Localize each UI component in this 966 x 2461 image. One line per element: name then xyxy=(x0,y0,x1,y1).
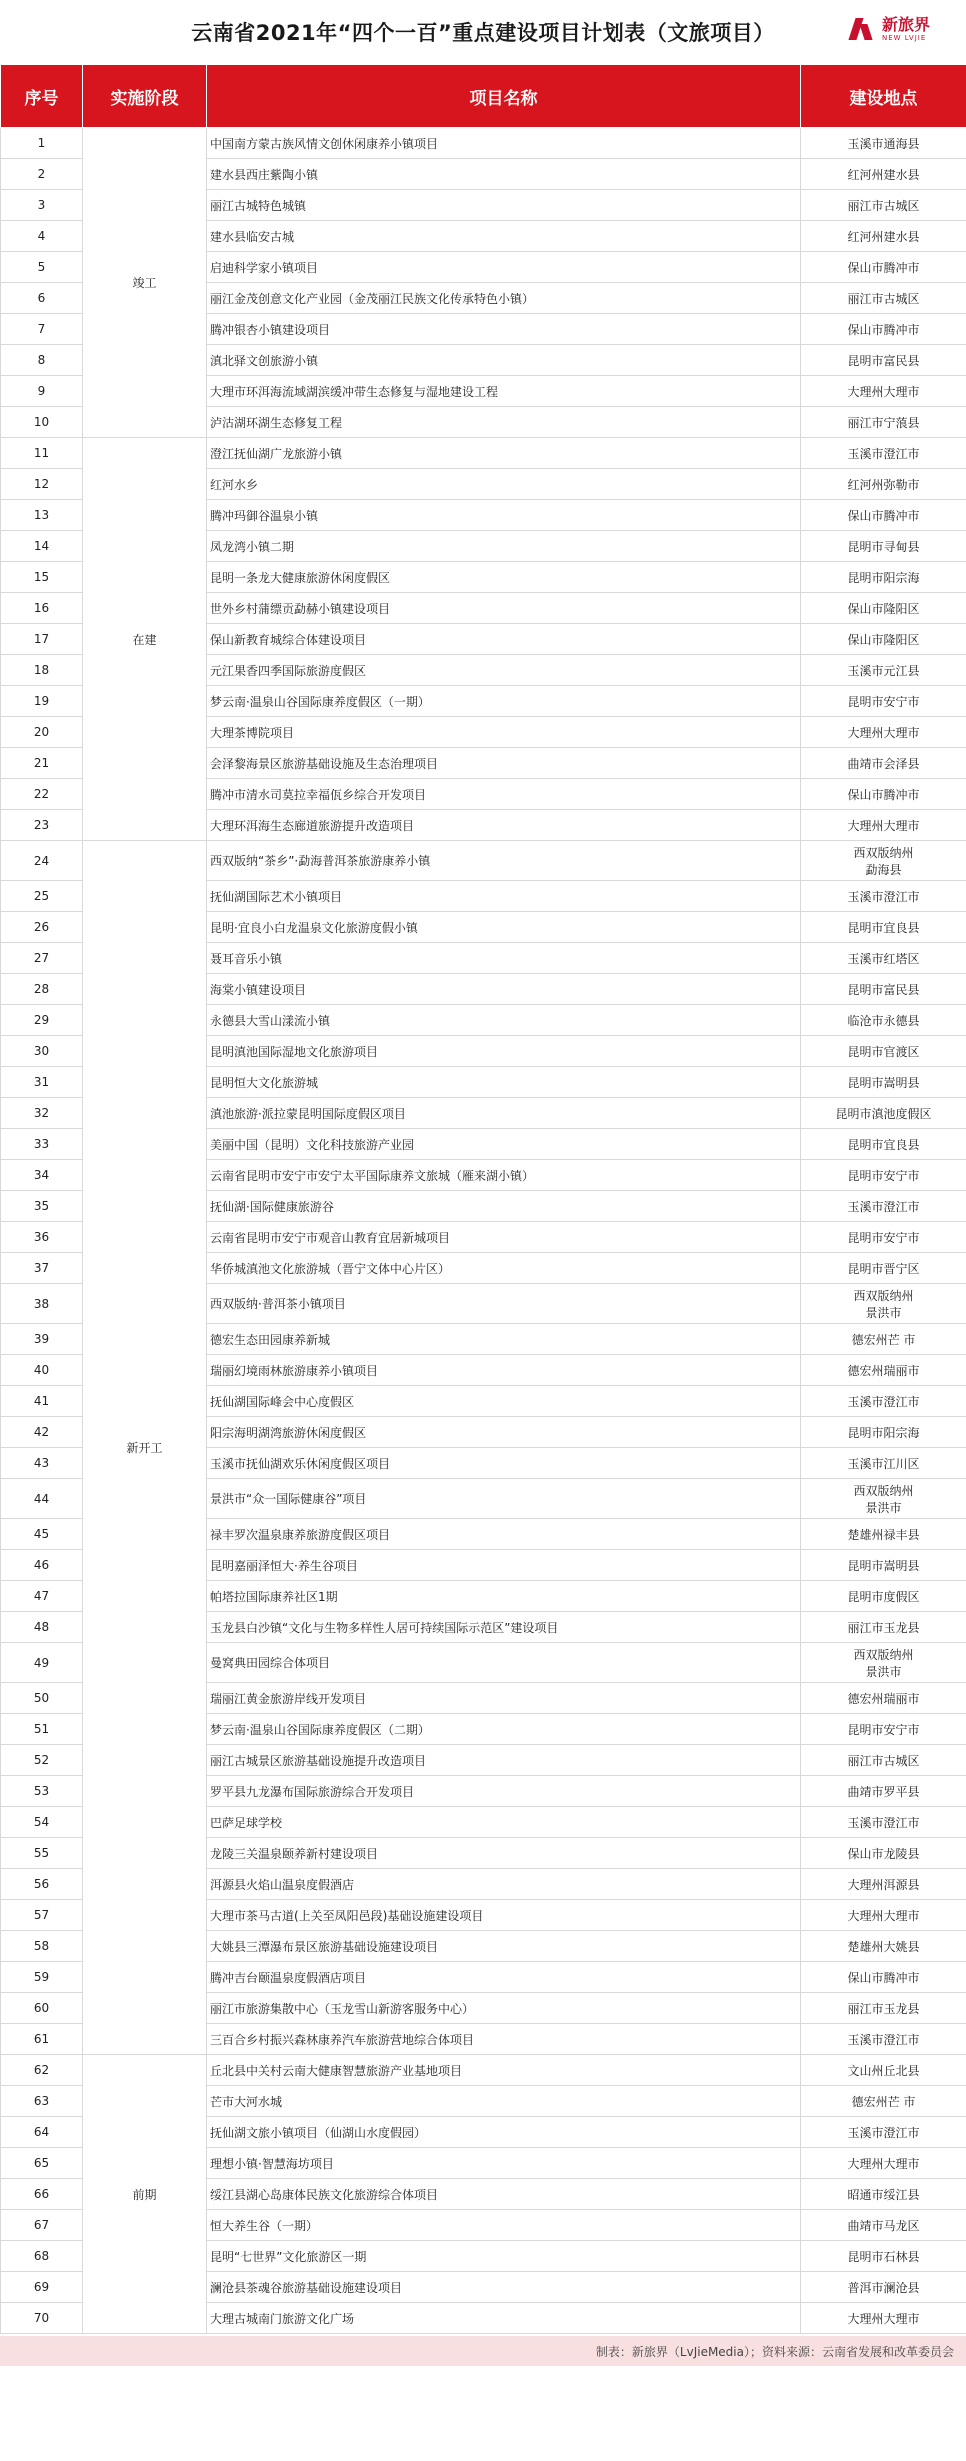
row-project-name: 西双版纳“茶乡”·勐海普洱茶旅游康养小镇 xyxy=(207,841,801,881)
row-project-name: 恒大养生谷（一期） xyxy=(207,2210,801,2241)
table-row xyxy=(1,2055,966,2086)
row-project-name: 会泽黎海景区旅游基础设施及生态治理项目 xyxy=(207,748,801,779)
row-project-name: 世外乡村蒲缥贡勐赫小镇建设项目 xyxy=(207,593,801,624)
row-seq: 45 xyxy=(1,1519,83,1550)
row-seq: 22 xyxy=(1,779,83,810)
row-project-name: 阳宗海明湖湾旅游休闲度假区 xyxy=(207,1417,801,1448)
row-location: 大理州大理市 xyxy=(801,2303,966,2334)
row-seq: 30 xyxy=(1,1036,83,1067)
row-location: 昆明市官渡区 xyxy=(801,1036,966,1067)
row-project-name: 巴萨足球学校 xyxy=(207,1807,801,1838)
row-seq: 62 xyxy=(1,2055,83,2086)
row-project-name: 保山新教育城综合体建设项目 xyxy=(207,624,801,655)
row-project-name: 三百合乡村振兴森林康养汽车旅游营地综合体项目 xyxy=(207,2024,801,2055)
row-project-name: 滇池旅游·派拉蒙昆明国际度假区项目 xyxy=(207,1098,801,1129)
row-project-name: 瑞丽幻境雨林旅游康养小镇项目 xyxy=(207,1355,801,1386)
row-seq: 54 xyxy=(1,1807,83,1838)
row-seq: 69 xyxy=(1,2272,83,2303)
row-location: 昆明市宜良县 xyxy=(801,1129,966,1160)
row-seq: 50 xyxy=(1,1683,83,1714)
row-location: 保山市腾冲市 xyxy=(801,314,966,345)
row-project-name: 曼窝典田园综合体项目 xyxy=(207,1643,801,1683)
row-location: 玉溪市澄江市 xyxy=(801,881,966,912)
header-name: 项目名称 xyxy=(207,65,801,128)
row-location: 保山市隆阳区 xyxy=(801,593,966,624)
row-location: 德宏州瑞丽市 xyxy=(801,1355,966,1386)
row-project-name: 禄丰罗次温泉康养旅游度假区项目 xyxy=(207,1519,801,1550)
row-seq: 44 xyxy=(1,1479,83,1519)
row-seq: 9 xyxy=(1,376,83,407)
row-seq: 57 xyxy=(1,1900,83,1931)
row-location: 西双版纳州 景洪市 xyxy=(801,1284,966,1324)
stage-cell: 前期 xyxy=(83,2055,207,2334)
title-bar xyxy=(0,0,966,64)
row-seq: 65 xyxy=(1,2148,83,2179)
logo-subtitle: NEW LVJIE xyxy=(881,33,927,42)
stage-cell: 竣工 xyxy=(83,128,207,438)
row-project-name: 红河水乡 xyxy=(207,469,801,500)
row-location: 保山市腾冲市 xyxy=(801,779,966,810)
row-project-name: 抚仙湖国际艺术小镇项目 xyxy=(207,881,801,912)
row-project-name: 抚仙湖·国际健康旅游谷 xyxy=(207,1191,801,1222)
row-project-name: 建水县临安古城 xyxy=(207,221,801,252)
row-seq: 14 xyxy=(1,531,83,562)
row-seq: 52 xyxy=(1,1745,83,1776)
row-project-name: 抚仙湖文旅小镇项目（仙湖山水度假园） xyxy=(207,2117,801,2148)
row-project-name: 华侨城滇池文化旅游城（晋宁文体中心片区） xyxy=(207,1253,801,1284)
row-project-name: 帕塔拉国际康养社区1期 xyxy=(207,1581,801,1612)
row-seq: 18 xyxy=(1,655,83,686)
table-row xyxy=(1,438,966,469)
row-location: 红河州建水县 xyxy=(801,221,966,252)
row-project-name: 玉龙县白沙镇“文化与生物多样性人居可持续国际示范区”建设项目 xyxy=(207,1612,801,1643)
row-project-name: 腾冲玛御谷温泉小镇 xyxy=(207,500,801,531)
row-seq: 49 xyxy=(1,1643,83,1683)
row-project-name: 澄江抚仙湖广龙旅游小镇 xyxy=(207,438,801,469)
row-location: 保山市腾冲市 xyxy=(801,252,966,283)
row-seq: 66 xyxy=(1,2179,83,2210)
row-project-name: 理想小镇·智慧海坊项目 xyxy=(207,2148,801,2179)
row-project-name: 启迪科学家小镇项目 xyxy=(207,252,801,283)
row-project-name: 滇北驿文创旅游小镇 xyxy=(207,345,801,376)
row-project-name: 泸沽湖环湖生态修复工程 xyxy=(207,407,801,438)
row-project-name: 丽江市旅游集散中心（玉龙雪山新游客服务中心） xyxy=(207,1993,801,2024)
table-header-row xyxy=(1,65,966,128)
row-location: 昆明市嵩明县 xyxy=(801,1550,966,1581)
row-seq: 16 xyxy=(1,593,83,624)
row-seq: 27 xyxy=(1,943,83,974)
row-project-name: 丽江金茂创意文化产业园（金茂丽江民族文化传承特色小镇） xyxy=(207,283,801,314)
row-seq: 11 xyxy=(1,438,83,469)
row-location: 大理州洱源县 xyxy=(801,1869,966,1900)
row-location: 昆明市度假区 xyxy=(801,1581,966,1612)
header-location: 建设地点 xyxy=(801,65,966,128)
page-title: 云南省2021年“四个一百”重点建设项目计划表（文旅项目） xyxy=(191,21,775,45)
row-seq: 28 xyxy=(1,974,83,1005)
row-seq: 4 xyxy=(1,221,83,252)
row-seq: 61 xyxy=(1,2024,83,2055)
row-location: 玉溪市澄江市 xyxy=(801,1191,966,1222)
row-project-name: 昆明“七世界”文化旅游区一期 xyxy=(207,2241,801,2272)
row-seq: 7 xyxy=(1,314,83,345)
row-seq: 10 xyxy=(1,407,83,438)
row-project-name: 绥江县湖心岛康体民族文化旅游综合体项目 xyxy=(207,2179,801,2210)
row-seq: 58 xyxy=(1,1931,83,1962)
row-location: 玉溪市红塔区 xyxy=(801,943,966,974)
row-seq: 60 xyxy=(1,1993,83,2024)
row-seq: 51 xyxy=(1,1714,83,1745)
row-project-name: 丽江古城特色城镇 xyxy=(207,190,801,221)
table-row xyxy=(1,128,966,159)
row-seq: 42 xyxy=(1,1417,83,1448)
row-location: 玉溪市江川区 xyxy=(801,1448,966,1479)
row-seq: 13 xyxy=(1,500,83,531)
row-location: 昆明市晋宁区 xyxy=(801,1253,966,1284)
row-seq: 21 xyxy=(1,748,83,779)
row-project-name: 云南省昆明市安宁市观音山教育宜居新城项目 xyxy=(207,1222,801,1253)
row-project-name: 抚仙湖国际峰会中心度假区 xyxy=(207,1386,801,1417)
row-location: 玉溪市澄江市 xyxy=(801,1386,966,1417)
row-project-name: 云南省昆明市安宁市安宁太平国际康养文旅城（雁来湖小镇） xyxy=(207,1160,801,1191)
row-seq: 35 xyxy=(1,1191,83,1222)
row-location: 德宏州芒 市 xyxy=(801,2086,966,2117)
row-location: 保山市龙陵县 xyxy=(801,1838,966,1869)
logo-mark-icon xyxy=(850,16,876,42)
row-seq: 47 xyxy=(1,1581,83,1612)
row-seq: 2 xyxy=(1,159,83,190)
row-location: 丽江市古城区 xyxy=(801,190,966,221)
row-location: 昆明市安宁市 xyxy=(801,1714,966,1745)
row-location: 昆明市嵩明县 xyxy=(801,1067,966,1098)
row-location: 玉溪市澄江市 xyxy=(801,438,966,469)
row-location: 昭通市绥江县 xyxy=(801,2179,966,2210)
row-seq: 32 xyxy=(1,1098,83,1129)
row-seq: 70 xyxy=(1,2303,83,2334)
row-seq: 17 xyxy=(1,624,83,655)
row-seq: 64 xyxy=(1,2117,83,2148)
row-project-name: 景洪市“众一国际健康谷”项目 xyxy=(207,1479,801,1519)
row-seq: 36 xyxy=(1,1222,83,1253)
row-location: 丽江市宁蒗县 xyxy=(801,407,966,438)
row-project-name: 洱源县火焰山温泉度假酒店 xyxy=(207,1869,801,1900)
row-seq: 68 xyxy=(1,2241,83,2272)
row-location: 昆明市宜良县 xyxy=(801,912,966,943)
row-location: 昆明市富民县 xyxy=(801,345,966,376)
row-project-name: 永德县大雪山漾流小镇 xyxy=(207,1005,801,1036)
row-project-name: 德宏生态田园康养新城 xyxy=(207,1324,801,1355)
row-seq: 20 xyxy=(1,717,83,748)
row-location: 昆明市寻甸县 xyxy=(801,531,966,562)
row-project-name: 元江果香四季国际旅游度假区 xyxy=(207,655,801,686)
row-location: 昆明市安宁市 xyxy=(801,686,966,717)
row-project-name: 大理市茶马古道(上关至凤阳邑段)基础设施建设项目 xyxy=(207,1900,801,1931)
row-location: 保山市腾冲市 xyxy=(801,500,966,531)
row-project-name: 昆明一条龙大健康旅游休闲度假区 xyxy=(207,562,801,593)
row-location: 丽江市玉龙县 xyxy=(801,1993,966,2024)
row-location: 保山市腾冲市 xyxy=(801,1962,966,1993)
row-project-name: 海棠小镇建设项目 xyxy=(207,974,801,1005)
logo-name: 新旅界 xyxy=(881,14,930,34)
footer-note: 制表：新旅界（LvJieMedia）；资料来源：云南省发展和改革委员会 xyxy=(0,2336,966,2366)
row-location: 楚雄州大姚县 xyxy=(801,1931,966,1962)
row-location: 大理州大理市 xyxy=(801,376,966,407)
row-seq: 25 xyxy=(1,881,83,912)
row-location: 曲靖市罗平县 xyxy=(801,1776,966,1807)
row-project-name: 美丽中国（昆明）文化科技旅游产业园 xyxy=(207,1129,801,1160)
row-location: 玉溪市澄江市 xyxy=(801,2024,966,2055)
row-seq: 37 xyxy=(1,1253,83,1284)
row-location: 丽江市古城区 xyxy=(801,283,966,314)
row-location: 玉溪市澄江市 xyxy=(801,2117,966,2148)
row-seq: 15 xyxy=(1,562,83,593)
row-location: 昆明市石林县 xyxy=(801,2241,966,2272)
row-project-name: 丘北县中关村云南大健康智慧旅游产业基地项目 xyxy=(207,2055,801,2086)
row-location: 西双版纳州 景洪市 xyxy=(801,1643,966,1683)
row-seq: 53 xyxy=(1,1776,83,1807)
row-location: 曲靖市会泽县 xyxy=(801,748,966,779)
brand-logo xyxy=(850,16,930,42)
row-seq: 43 xyxy=(1,1448,83,1479)
row-project-name: 昆明滇池国际湿地文化旅游项目 xyxy=(207,1036,801,1067)
row-seq: 1 xyxy=(1,128,83,159)
row-project-name: 大理市环洱海流域湖滨缓冲带生态修复与湿地建设工程 xyxy=(207,376,801,407)
row-seq: 46 xyxy=(1,1550,83,1581)
row-location: 玉溪市通海县 xyxy=(801,128,966,159)
row-seq: 34 xyxy=(1,1160,83,1191)
row-seq: 33 xyxy=(1,1129,83,1160)
row-project-name: 腾冲银杏小镇建设项目 xyxy=(207,314,801,345)
row-seq: 23 xyxy=(1,810,83,841)
row-project-name: 昆明·宜良小白龙温泉文化旅游度假小镇 xyxy=(207,912,801,943)
row-project-name: 大姚县三潭瀑布景区旅游基础设施建设项目 xyxy=(207,1931,801,1962)
table-row xyxy=(1,841,966,881)
row-location: 昆明市滇池度假区 xyxy=(801,1098,966,1129)
row-location: 玉溪市元江县 xyxy=(801,655,966,686)
row-location: 西双版纳州 勐海县 xyxy=(801,841,966,881)
row-seq: 3 xyxy=(1,190,83,221)
header-stage: 实施阶段 xyxy=(83,65,207,128)
row-project-name: 昆明恒大文化旅游城 xyxy=(207,1067,801,1098)
row-project-name: 梦云南·温泉山谷国际康养度假区（二期） xyxy=(207,1714,801,1745)
row-location: 玉溪市澄江市 xyxy=(801,1807,966,1838)
row-project-name: 腾冲吉台颐温泉度假酒店项目 xyxy=(207,1962,801,1993)
project-table xyxy=(0,64,966,2334)
row-location: 德宏州瑞丽市 xyxy=(801,1683,966,1714)
row-project-name: 聂耳音乐小镇 xyxy=(207,943,801,974)
row-location: 普洱市澜沧县 xyxy=(801,2272,966,2303)
row-project-name: 大理古城南门旅游文化广场 xyxy=(207,2303,801,2334)
row-seq: 41 xyxy=(1,1386,83,1417)
stage-cell: 新开工 xyxy=(83,841,207,2055)
row-seq: 39 xyxy=(1,1324,83,1355)
row-seq: 63 xyxy=(1,2086,83,2117)
row-seq: 6 xyxy=(1,283,83,314)
row-location: 昆明市安宁市 xyxy=(801,1222,966,1253)
row-location: 昆明市阳宗海 xyxy=(801,562,966,593)
row-project-name: 中国南方蒙古族风情文创休闲康养小镇项目 xyxy=(207,128,801,159)
row-project-name: 瑞丽江黄金旅游岸线开发项目 xyxy=(207,1683,801,1714)
row-project-name: 大理茶博院项目 xyxy=(207,717,801,748)
row-location: 大理州大理市 xyxy=(801,717,966,748)
row-project-name: 梦云南·温泉山谷国际康养度假区（一期） xyxy=(207,686,801,717)
row-project-name: 丽江古城景区旅游基础设施提升改造项目 xyxy=(207,1745,801,1776)
row-location: 保山市隆阳区 xyxy=(801,624,966,655)
row-location: 红河州弥勒市 xyxy=(801,469,966,500)
row-project-name: 罗平县九龙瀑布国际旅游综合开发项目 xyxy=(207,1776,801,1807)
row-location: 昆明市富民县 xyxy=(801,974,966,1005)
row-project-name: 芒市大河水城 xyxy=(207,2086,801,2117)
row-seq: 56 xyxy=(1,1869,83,1900)
header-seq: 序号 xyxy=(1,65,83,128)
row-seq: 26 xyxy=(1,912,83,943)
row-project-name: 大理环洱海生态廊道旅游提升改造项目 xyxy=(207,810,801,841)
row-location: 楚雄州禄丰县 xyxy=(801,1519,966,1550)
row-location: 曲靖市马龙区 xyxy=(801,2210,966,2241)
row-seq: 19 xyxy=(1,686,83,717)
row-location: 大理州大理市 xyxy=(801,2148,966,2179)
row-location: 昆明市安宁市 xyxy=(801,1160,966,1191)
row-seq: 5 xyxy=(1,252,83,283)
row-seq: 59 xyxy=(1,1962,83,1993)
row-project-name: 西双版纳·普洱茶小镇项目 xyxy=(207,1284,801,1324)
row-seq: 38 xyxy=(1,1284,83,1324)
row-seq: 31 xyxy=(1,1067,83,1098)
row-location: 德宏州芒 市 xyxy=(801,1324,966,1355)
row-location: 临沧市永德县 xyxy=(801,1005,966,1036)
row-seq: 12 xyxy=(1,469,83,500)
row-location: 昆明市阳宗海 xyxy=(801,1417,966,1448)
row-seq: 48 xyxy=(1,1612,83,1643)
row-seq: 29 xyxy=(1,1005,83,1036)
row-location: 丽江市玉龙县 xyxy=(801,1612,966,1643)
row-project-name: 腾冲市清水司莫拉幸福佤乡综合开发项目 xyxy=(207,779,801,810)
row-project-name: 建水县西庄紫陶小镇 xyxy=(207,159,801,190)
row-seq: 40 xyxy=(1,1355,83,1386)
row-location: 大理州大理市 xyxy=(801,1900,966,1931)
row-project-name: 玉溪市抚仙湖欢乐休闲度假区项目 xyxy=(207,1448,801,1479)
row-location: 文山州丘北县 xyxy=(801,2055,966,2086)
row-project-name: 凤龙湾小镇二期 xyxy=(207,531,801,562)
table-body xyxy=(1,128,966,2334)
row-location: 西双版纳州 景洪市 xyxy=(801,1479,966,1519)
row-seq: 24 xyxy=(1,841,83,881)
row-project-name: 澜沧县茶魂谷旅游基础设施建设项目 xyxy=(207,2272,801,2303)
row-seq: 67 xyxy=(1,2210,83,2241)
row-project-name: 昆明嘉丽泽恒大·养生谷项目 xyxy=(207,1550,801,1581)
row-project-name: 龙陵三关温泉颐养新村建设项目 xyxy=(207,1838,801,1869)
row-location: 红河州建水县 xyxy=(801,159,966,190)
row-location: 大理州大理市 xyxy=(801,810,966,841)
row-location: 丽江市古城区 xyxy=(801,1745,966,1776)
row-seq: 55 xyxy=(1,1838,83,1869)
stage-cell: 在建 xyxy=(83,438,207,841)
row-seq: 8 xyxy=(1,345,83,376)
